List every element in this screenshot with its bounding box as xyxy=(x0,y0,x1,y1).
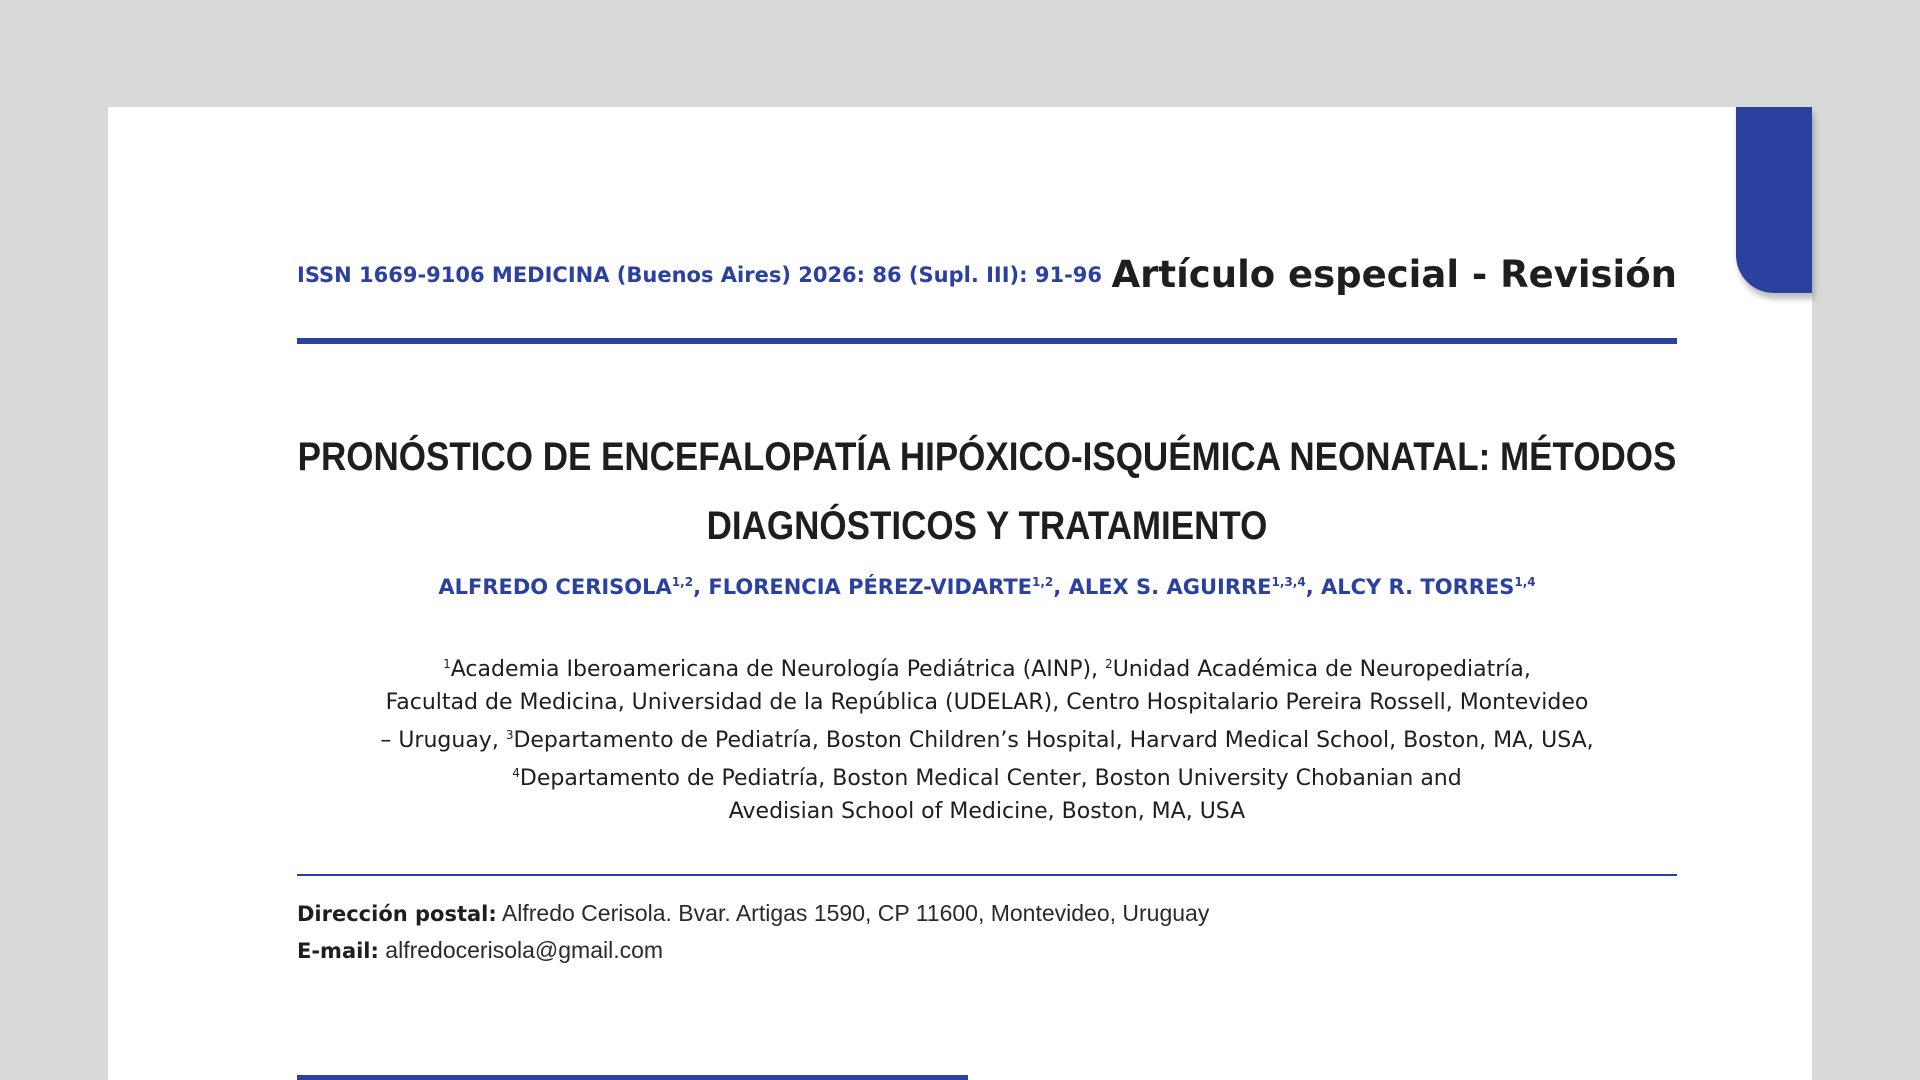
author-affiliation-mark: 1,3,4 xyxy=(1271,575,1306,589)
contact-info xyxy=(297,895,1209,969)
affiliation-mark: 3 xyxy=(505,728,514,742)
postal-address-value: Alfredo Cerisola. Bvar. Artigas 1590, CP 11600, Montevideo, Uruguay xyxy=(496,900,1210,926)
affiliation-line xyxy=(297,757,1677,795)
author-separator: , xyxy=(1053,575,1069,599)
journal-citation: ISSN 1669-9106 MEDICINA (Buenos Aires) 2026: 86 (Supl. III): 91-96 xyxy=(297,263,1103,287)
section-divider xyxy=(297,1075,968,1080)
author-list xyxy=(297,575,1677,599)
affiliation-text: – Uruguay, xyxy=(380,728,506,753)
author-separator: , xyxy=(693,575,709,599)
postal-address xyxy=(297,895,1209,932)
author-affiliation-mark: 1,2 xyxy=(1032,575,1054,589)
affiliations xyxy=(297,648,1677,828)
affiliation-text: Departamento de Pediatría, Boston Children’s Hospital, Harvard Medical School, Boston, MA, USA, xyxy=(513,728,1594,753)
affiliation-mark: 4 xyxy=(512,766,520,780)
affiliation-line: Facultad de Medicina, Universidad de la República (UDELAR), Centro Hospitalario Pereira Rossell, Montevideo xyxy=(385,690,1589,715)
email-value[interactable]: alfredocerisola@gmail.com xyxy=(378,937,664,963)
postal-address-label: Dirección postal: xyxy=(297,902,497,926)
author-name: FLORENCIA PÉREZ-VIDARTE xyxy=(708,575,1033,599)
affiliation-line xyxy=(297,648,1677,686)
title-line-2: DIAGNÓSTICOS Y TRATAMIENTO xyxy=(706,503,1268,549)
article-type-label: Artículo especial - Revisión xyxy=(1111,253,1677,296)
article-title xyxy=(297,423,1677,561)
contact-divider xyxy=(297,874,1677,876)
affiliation-line xyxy=(297,719,1677,757)
author-affiliation-mark: 1,2 xyxy=(671,575,694,589)
affiliation-line: Avedisian School of Medicine, Boston, MA, USA xyxy=(728,799,1246,824)
title-line-1: PRONÓSTICO DE ENCEFALOPATÍA HIPÓXICO-ISQUÉMICA NEONATAL: MÉTODOS xyxy=(297,434,1677,480)
affiliation-text: Academia Iberoamericana de Neurología Pediátrica (AINP), xyxy=(450,657,1106,682)
email-label: E-mail: xyxy=(297,939,379,963)
header-divider xyxy=(297,338,1677,344)
author-affiliation-mark: 1,4 xyxy=(1514,575,1536,589)
journal-header xyxy=(297,247,1677,337)
author-name: ALEX S. AGUIRRE xyxy=(1068,575,1272,599)
affiliation-text: Unidad Académica de Neuropediatría, xyxy=(1112,657,1531,682)
affiliation-mark: 1 xyxy=(443,657,451,671)
author-name: ALCY R. TORRES xyxy=(1320,575,1515,599)
affiliation-text: Departamento de Pediatría, Boston Medical Center, Boston University Chobanian and xyxy=(519,766,1462,791)
affiliation-mark: 2 xyxy=(1105,657,1113,671)
email xyxy=(297,932,1209,969)
corner-tab-decoration xyxy=(1736,107,1812,293)
author-name: ALFREDO CERISOLA xyxy=(438,575,672,599)
author-separator: , xyxy=(1305,575,1321,599)
document-page xyxy=(108,107,1812,1080)
